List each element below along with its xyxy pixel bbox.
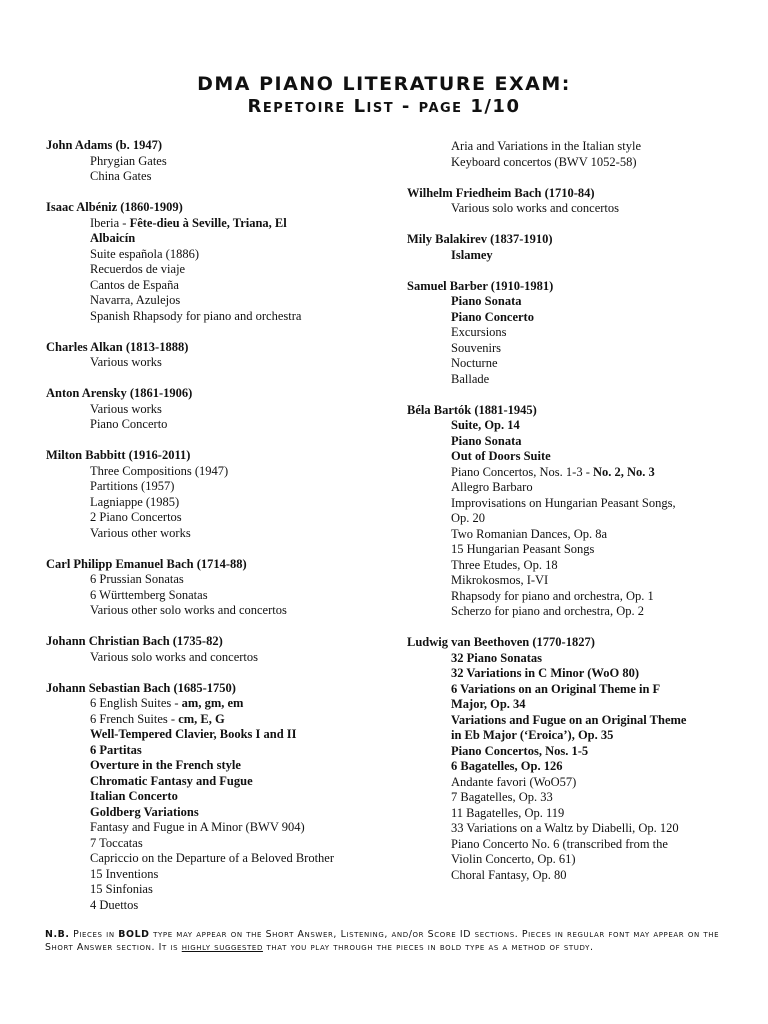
page-subtitle: Repetoire List - page 1/10 xyxy=(247,96,521,117)
work-title-bold: Albaicín xyxy=(90,231,136,245)
work-title-bold: 32 Piano Sonatas xyxy=(451,650,542,665)
composer-gap xyxy=(46,371,386,387)
work-title-bold: 6 Variations on an Original Theme in F xyxy=(451,681,661,696)
work-title: Souvenirs xyxy=(451,340,501,355)
work-item xyxy=(407,496,747,512)
work-title: Iberia - xyxy=(90,215,130,230)
work-title-bold: Fête-dieu à Seville, Triana, El xyxy=(129,215,287,230)
footnote-text-2: type may appear on the Short Answer, Listening, and/or Score ID sections. Pieces in regular font may appear on the Short Answer section. It is xyxy=(45,929,720,953)
work-item xyxy=(407,449,747,465)
work-item xyxy=(46,650,386,666)
work-item xyxy=(407,589,747,605)
work-item xyxy=(407,604,747,620)
work-title: Various works xyxy=(90,355,162,369)
work-title-bold: Overture in the French style xyxy=(90,758,241,772)
work-title: Navarra, Azulejos xyxy=(90,293,181,307)
work-title: Lagniappe (1985) xyxy=(90,494,180,509)
work-item xyxy=(407,713,747,729)
composer-name: Samuel Barber (1910-1981) xyxy=(407,278,554,293)
work-title: 2 Piano Concertos xyxy=(90,510,182,524)
work-item xyxy=(46,464,386,480)
composer-gap xyxy=(407,620,747,636)
work-item xyxy=(407,558,747,574)
work-title: Suite española (1886) xyxy=(90,246,200,261)
work-item xyxy=(46,479,386,495)
work-item xyxy=(46,510,386,526)
composer-entry xyxy=(46,200,386,324)
composer-name: Milton Babbitt (1916-2011) xyxy=(46,448,191,462)
work-title: Piano Concertos, Nos. 1-3 - xyxy=(451,464,593,479)
work-title: 7 Bagatelles, Op. 33 xyxy=(451,790,553,804)
work-title-bold: cm, E, G xyxy=(178,711,225,726)
work-title-bold: Well-Tempered Clavier, Books I and II xyxy=(90,727,297,741)
work-title: Improvisations on Hungarian Peasant Songs, xyxy=(451,495,676,510)
work-item xyxy=(46,355,386,371)
work-title: Various other solo works and concertos xyxy=(90,603,287,617)
composer-entry xyxy=(46,634,386,665)
composer-name: Wilhelm Friedheim Bach (1710-84) xyxy=(407,185,595,200)
work-item xyxy=(46,262,386,278)
work-title-bold: Piano Sonata xyxy=(451,433,522,448)
composer-gap xyxy=(46,185,386,201)
work-title: 15 Inventions xyxy=(90,866,159,881)
work-item xyxy=(46,588,386,604)
work-title-bold: Piano Concerto xyxy=(451,309,534,324)
footnote-text-3: that you play through the pieces in bold type as a method of study. xyxy=(262,942,594,953)
work-title: 4 Duettos xyxy=(90,897,139,912)
work-item xyxy=(46,603,386,619)
work-title: Violin Concerto, Op. 61) xyxy=(451,852,576,866)
work-item xyxy=(407,744,747,760)
work-item xyxy=(407,372,747,388)
work-item xyxy=(46,758,386,774)
work-item xyxy=(407,682,747,698)
work-item xyxy=(46,805,386,821)
footnote-text-1: Pieces in xyxy=(69,929,119,940)
work-item xyxy=(407,542,747,558)
composer-entry xyxy=(46,448,386,541)
composer-name: Charles Alkan (1813-1888) xyxy=(46,339,189,354)
work-item xyxy=(46,495,386,511)
composer-gap xyxy=(407,387,747,403)
right-column xyxy=(407,139,747,883)
work-item xyxy=(46,836,386,852)
work-item xyxy=(407,201,747,217)
work-title-bold: Islamey xyxy=(451,247,493,262)
work-item xyxy=(407,852,747,868)
composer-gap xyxy=(46,619,386,635)
composer-gap xyxy=(46,324,386,340)
work-item xyxy=(407,480,747,496)
work-item xyxy=(407,434,747,450)
footnote-bold-word: BOLD xyxy=(118,929,150,940)
work-title-bold: No. 2, No. 3 xyxy=(593,464,655,479)
work-title: 7 Toccatas xyxy=(90,835,143,850)
composer-name: Isaac Albéniz (1860-1909) xyxy=(46,200,183,214)
work-title-bold: Piano Concertos, Nos. 1-5 xyxy=(451,743,589,758)
work-item xyxy=(407,837,747,853)
work-title: Various other works xyxy=(90,525,191,540)
work-item xyxy=(407,294,747,310)
work-item xyxy=(46,293,386,309)
composer-entry xyxy=(46,340,386,371)
work-item xyxy=(407,790,747,806)
work-item xyxy=(407,139,747,155)
work-title: Various works xyxy=(90,401,162,416)
work-item xyxy=(407,418,747,434)
composer-name: Béla Bartók (1881-1945) xyxy=(407,402,537,417)
work-title-bold: Chromatic Fantasy and Fugue xyxy=(90,773,253,788)
composer-entry xyxy=(407,279,747,388)
work-item xyxy=(46,154,386,170)
work-title: 11 Bagatelles, Op. 119 xyxy=(451,805,565,820)
composer-name: John Adams (b. 1947) xyxy=(46,138,162,152)
work-item xyxy=(46,169,386,185)
work-title: China Gates xyxy=(90,169,152,183)
footnote-lead: N.B. xyxy=(45,929,70,940)
work-item xyxy=(407,310,747,326)
work-title: Phrygian Gates xyxy=(90,153,167,168)
work-item xyxy=(46,231,386,247)
work-title: Partitions (1957) xyxy=(90,479,175,493)
work-title: Three Compositions (1947) xyxy=(90,463,229,478)
work-title: Rhapsody for piano and orchestra, Op. 1 xyxy=(451,588,654,603)
composer-gap xyxy=(407,263,747,279)
work-item xyxy=(46,696,386,712)
work-item xyxy=(407,155,747,171)
work-title: 15 Hungarian Peasant Songs xyxy=(451,542,595,556)
left-column xyxy=(46,138,386,913)
work-title: 6 Württemberg Sonatas xyxy=(90,587,208,602)
work-title-bold: Piano Sonata xyxy=(451,294,522,308)
work-item xyxy=(407,511,747,527)
work-item xyxy=(46,712,386,728)
work-title: 6 English Suites - xyxy=(90,696,182,710)
work-title: Fantasy and Fugue in A Minor (BWV 904) xyxy=(90,820,305,834)
page-title: DMA PIANO LITERATURE EXAM: xyxy=(197,73,571,95)
work-title: Spanish Rhapsody for piano and orchestra xyxy=(90,308,302,323)
work-title-bold: 6 Bagatelles, Op. 126 xyxy=(451,759,563,773)
work-title-bold: Goldberg Variations xyxy=(90,804,199,819)
work-title: Cantos de España xyxy=(90,277,179,292)
work-item xyxy=(407,697,747,713)
work-title-bold: Italian Concerto xyxy=(90,789,178,803)
composer-gap xyxy=(407,217,747,233)
work-item xyxy=(46,247,386,263)
work-item xyxy=(407,759,747,775)
footnote xyxy=(45,928,729,954)
work-title-bold: Suite, Op. 14 xyxy=(451,418,520,432)
work-item xyxy=(46,526,386,542)
composer-name: Mily Balakirev (1837-1910) xyxy=(407,232,553,246)
work-title: Two Romanian Dances, Op. 8a xyxy=(451,526,608,541)
work-item xyxy=(407,356,747,372)
composer-entry xyxy=(46,681,386,914)
composer-entry xyxy=(407,635,747,883)
work-title: 15 Sinfonias xyxy=(90,882,153,896)
work-title: Piano Concerto xyxy=(90,417,168,431)
work-title: Recuerdos de viaje xyxy=(90,262,186,276)
composer-name: Johann Christian Bach (1735-82) xyxy=(46,634,223,648)
work-item xyxy=(407,868,747,884)
composer-gap xyxy=(46,433,386,449)
work-title: Nocturne xyxy=(451,356,498,370)
work-item xyxy=(46,789,386,805)
work-title: Aria and Variations in the Italian style xyxy=(451,139,641,153)
work-item xyxy=(46,898,386,914)
work-item xyxy=(46,278,386,294)
work-item xyxy=(407,248,747,264)
work-item xyxy=(407,666,747,682)
work-item xyxy=(407,775,747,791)
composer-entry xyxy=(407,186,747,217)
composer-gap xyxy=(407,170,747,186)
work-item xyxy=(46,402,386,418)
work-item xyxy=(46,309,386,325)
work-item xyxy=(46,743,386,759)
work-title: 6 French Suites - xyxy=(90,711,179,726)
work-item xyxy=(407,573,747,589)
composer-name: Johann Sebastian Bach (1685-1750) xyxy=(46,680,236,695)
work-title: Ballade xyxy=(451,371,490,386)
work-item xyxy=(407,325,747,341)
work-title: Various solo works and concertos xyxy=(451,201,620,215)
work-title-bold: Variations and Fugue on an Original Theme xyxy=(451,712,687,727)
work-title-bold: am, gm, em xyxy=(181,696,244,710)
work-title: Piano Concerto No. 6 (transcribed from the xyxy=(451,836,668,851)
work-item xyxy=(46,727,386,743)
work-item xyxy=(407,651,747,667)
composer-gap xyxy=(46,665,386,681)
composer-entry xyxy=(46,386,386,433)
work-title-bold: in Eb Major (‘Eroica’), Op. 35 xyxy=(451,728,614,742)
work-item xyxy=(46,572,386,588)
composer-gap xyxy=(46,541,386,557)
work-title: Keyboard concertos (BWV 1052-58) xyxy=(451,154,637,169)
work-item xyxy=(407,527,747,543)
composer-entry xyxy=(46,138,386,185)
work-title: Capriccio on the Departure of a Beloved Brother xyxy=(90,851,335,865)
work-title: Excursions xyxy=(451,325,507,339)
work-title: 6 Prussian Sonatas xyxy=(90,572,184,586)
composer-entry xyxy=(407,403,747,620)
work-title: Andante favori (WoO57) xyxy=(451,774,577,789)
work-item xyxy=(46,216,386,232)
work-item xyxy=(407,465,747,481)
footnote-underlined: highly suggested xyxy=(181,942,263,953)
work-title: Various solo works and concertos xyxy=(90,649,259,664)
work-item xyxy=(407,341,747,357)
work-title: Three Etudes, Op. 18 xyxy=(451,557,558,572)
work-item xyxy=(46,867,386,883)
composer-name: Ludwig van Beethoven (1770-1827) xyxy=(407,635,595,649)
work-title: Op. 20 xyxy=(451,511,486,525)
work-title: 33 Variations on a Waltz by Diabelli, Op. 120 xyxy=(451,821,679,835)
work-title: Mikrokosmos, I-VI xyxy=(451,573,549,587)
work-title-bold: Out of Doors Suite xyxy=(451,449,551,463)
work-title: Allegro Barbaro xyxy=(451,480,533,494)
composer-name: Carl Philipp Emanuel Bach (1714-88) xyxy=(46,556,247,571)
work-item xyxy=(46,417,386,433)
composer-entry xyxy=(407,232,747,263)
composer-entry xyxy=(46,557,386,619)
work-item xyxy=(46,882,386,898)
work-item xyxy=(407,821,747,837)
work-item xyxy=(46,774,386,790)
work-title-bold: 32 Variations in C Minor (WoO 80) xyxy=(451,666,639,680)
work-title-bold: 6 Partitas xyxy=(90,742,142,757)
work-item xyxy=(407,806,747,822)
work-title: Choral Fantasy, Op. 80 xyxy=(451,867,567,882)
work-item xyxy=(46,820,386,836)
work-title-bold: Major, Op. 34 xyxy=(451,697,526,711)
work-item xyxy=(46,851,386,867)
composer-entry xyxy=(407,139,747,170)
work-item xyxy=(407,728,747,744)
composer-name: Anton Arensky (1861-1906) xyxy=(46,386,193,400)
work-title: Scherzo for piano and orchestra, Op. 2 xyxy=(451,604,644,618)
